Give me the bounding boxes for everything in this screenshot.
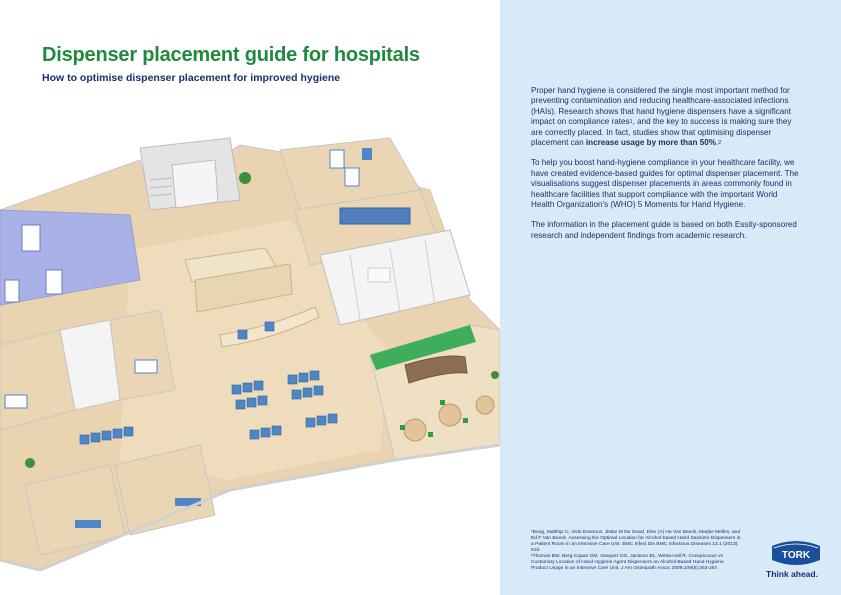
page-subtitle: How to optimise dispenser placement for improved hygiene — [42, 72, 341, 84]
reference-item: ²Thomas BW, Berg-Copas GM, Vasquez DG, Jackson BL, Wetta-Hall R. Conspicuous vs Customary Location of Hand Hygiene Agent Dispensers on Alcohol-Based Hand Hygiene Product Usage in an Intensive Care Unit. J Am Osteopath Assoc 2009;109(5):263-267. — [531, 554, 724, 571]
paragraph-3: The information in the placement guide is based on both Essity-sponsored research and independent findings from academic research. — [531, 220, 797, 240]
tork-logo — [770, 540, 822, 566]
intro-text — [531, 86, 799, 251]
paragraph-1: Proper hand hygiene is considered the single most important method for preventing contamination and reducing healthcare-associated infections (HAIs). Research shows that hand hygiene dispensers have a significant impact on compliance rates$^1$, and the key to success is making sure they are correctly placed. In fact, studies show that optimising dispenser placement can increase usage by more than 50%.$^2$ — [531, 86, 792, 148]
page-title: Dispenser placement guide for hospitals — [42, 44, 420, 66]
logo-text: TORK — [781, 550, 811, 561]
highlight-stat: increase usage by more than 50% — [585, 138, 716, 148]
paragraph-2: To help you boost hand-hygiene compliance in your healthcare facility, we have created evidence-based guides for optimal dispenser placement. The visualisations suggest dispenser placements in areas commonly found in healthcare facilities that support compliance with the important World Health Organization's (WHO) 5 Moments for Hand Hygiene. — [531, 158, 799, 210]
references — [531, 530, 741, 572]
hospital-floorplan-illustration — [0, 130, 500, 580]
reference-item: ¹Boog, Matthijs C, Vicki Erasmus, Jitske M De Graaf, Else (A) He Van Beeck, Marjke Melles, and Ed F Van Beeck. Assessing the Optimal Location for Alcohol-based Hand Sanitizer Dispensers in a Patient Room in an Intensive Care Unit. BMC Infect Dis BMC Infectious Diseases 13.1 (2013): 510. — [531, 530, 741, 553]
brand-slogan: Think ahead. — [766, 569, 818, 579]
